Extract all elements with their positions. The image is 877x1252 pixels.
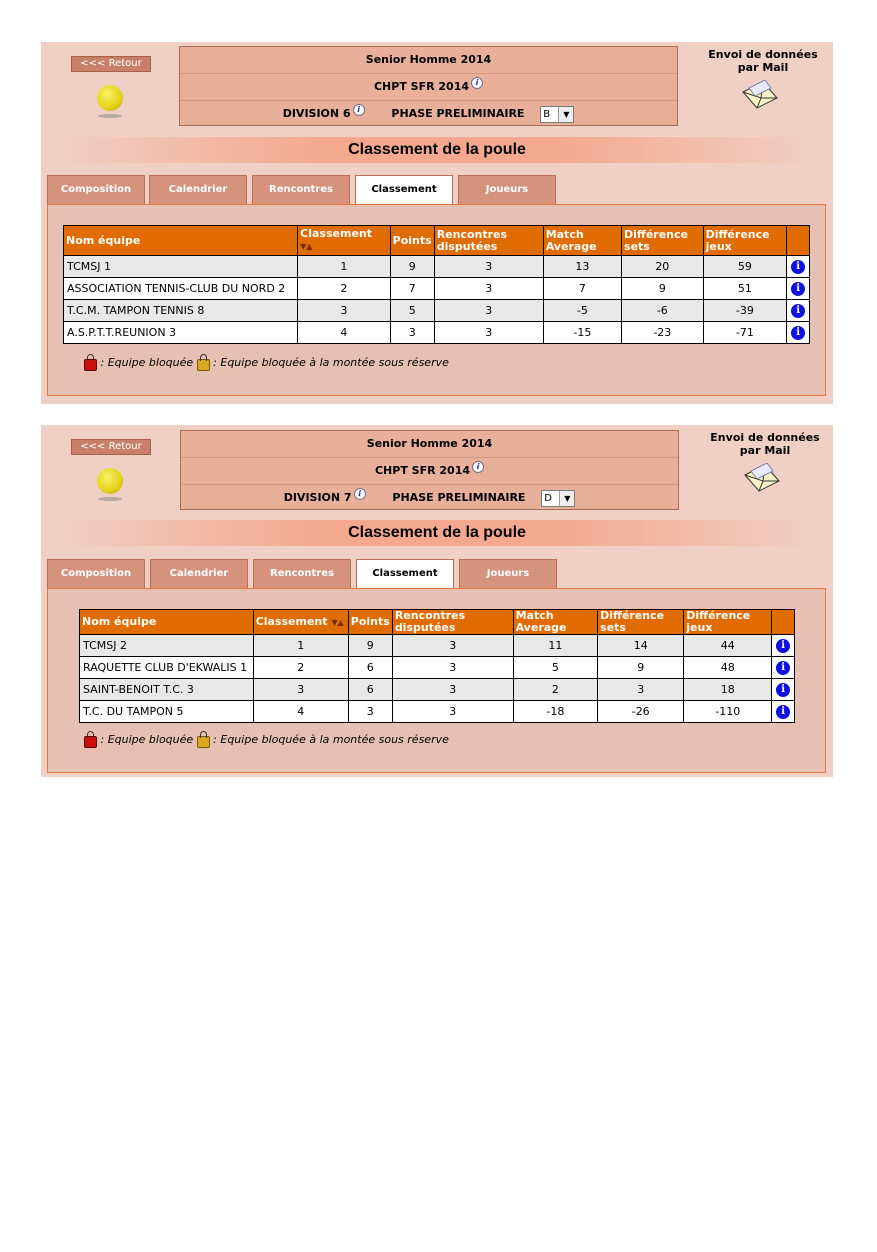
match-average: -15 bbox=[543, 322, 621, 344]
info-icon[interactable]: i bbox=[776, 661, 790, 675]
legend-blocked: : Equipe bloquée bbox=[100, 356, 194, 369]
retour-button[interactable]: <<< Retour bbox=[71, 439, 151, 455]
col-classement[interactable]: Classement ▼▲ bbox=[253, 610, 348, 635]
championship-label: CHPT SFR 2014 bbox=[373, 80, 470, 93]
matches-played: 3 bbox=[392, 635, 513, 657]
competition-info-box bbox=[179, 46, 678, 126]
points: 3 bbox=[348, 701, 392, 723]
ball-shadow bbox=[98, 114, 122, 118]
ball-shadow bbox=[98, 497, 122, 501]
points: 9 bbox=[348, 635, 392, 657]
col-diff-sets: Différence sets bbox=[622, 226, 704, 256]
division-row bbox=[181, 485, 678, 511]
info-cell bbox=[772, 657, 795, 679]
col-match-average: Match Average bbox=[543, 226, 621, 256]
match-average: 2 bbox=[513, 679, 598, 701]
classement-table bbox=[63, 225, 810, 344]
phase-label: PHASE PRELIMINAIRE bbox=[391, 107, 525, 120]
matches-played: 3 bbox=[392, 657, 513, 679]
col-diff-jeux: Différence jeux bbox=[703, 226, 787, 256]
tab-composition[interactable]: Composition bbox=[47, 559, 145, 588]
division-label: DIVISION 6 bbox=[282, 107, 351, 120]
diff-games: -71 bbox=[703, 322, 787, 344]
matches-played: 3 bbox=[434, 322, 543, 344]
mail-label[interactable] bbox=[695, 431, 835, 457]
match-average: 7 bbox=[543, 278, 621, 300]
legend-reserve: : Equipe bloquée à la montée sous réserve bbox=[213, 733, 449, 746]
points: 3 bbox=[390, 322, 434, 344]
team-name: T.C.M. TAMPON TENNIS 8 bbox=[64, 300, 298, 322]
info-icon[interactable]: i bbox=[791, 326, 805, 340]
info-icon[interactable]: i bbox=[776, 705, 790, 719]
diff-games: 59 bbox=[703, 256, 787, 278]
tab-composition[interactable]: Composition bbox=[47, 175, 145, 204]
phase-select-value: B bbox=[543, 108, 551, 120]
tab-joueurs[interactable]: Joueurs bbox=[459, 559, 557, 588]
rank: 1 bbox=[253, 635, 348, 657]
match-average: -5 bbox=[543, 300, 621, 322]
rank: 2 bbox=[253, 657, 348, 679]
info-cell bbox=[772, 635, 795, 657]
chevron-down-icon: ▼ bbox=[559, 491, 574, 506]
col-classement[interactable]: Classement ▼▲ bbox=[298, 226, 391, 256]
info-cell bbox=[772, 701, 795, 723]
red-lock-icon bbox=[84, 359, 97, 371]
mail-label-line1: Envoi de données bbox=[710, 431, 820, 444]
rank: 3 bbox=[253, 679, 348, 701]
envelope-icon[interactable] bbox=[743, 463, 781, 493]
classement-content bbox=[47, 204, 826, 396]
tab-calendrier[interactable]: Calendrier bbox=[150, 559, 248, 588]
team-name: ASSOCIATION TENNIS-CLUB DU NORD 2 bbox=[64, 278, 298, 300]
team-name: A.S.P.T.T.REUNION 3 bbox=[64, 322, 298, 344]
table-row bbox=[64, 300, 810, 322]
col-points: Points bbox=[390, 226, 434, 256]
championship-row bbox=[181, 458, 678, 485]
info-cell bbox=[787, 322, 810, 344]
info-icon[interactable]: i bbox=[776, 639, 790, 653]
mail-label-line2: par Mail bbox=[737, 61, 789, 74]
tennis-ball-icon bbox=[97, 468, 123, 494]
team-name: T.C. DU TAMPON 5 bbox=[80, 701, 254, 723]
competition-info-box bbox=[180, 430, 679, 510]
info-icon[interactable]: i bbox=[353, 104, 365, 116]
col-diff-sets: Différence sets bbox=[598, 610, 684, 635]
sort-arrows-icon[interactable]: ▼▲ bbox=[300, 242, 313, 251]
envelope-icon[interactable] bbox=[741, 80, 779, 110]
table-row bbox=[64, 256, 810, 278]
points: 6 bbox=[348, 679, 392, 701]
competition-title: Senior Homme 2014 bbox=[180, 47, 677, 74]
match-average: 11 bbox=[513, 635, 598, 657]
points: 5 bbox=[390, 300, 434, 322]
col-rencontres: Rencontres disputées bbox=[392, 610, 513, 635]
info-cell bbox=[772, 679, 795, 701]
diff-games: 51 bbox=[703, 278, 787, 300]
matches-played: 3 bbox=[434, 300, 543, 322]
diff-sets: 9 bbox=[598, 657, 684, 679]
championship-row bbox=[180, 74, 677, 101]
classement-content bbox=[47, 588, 826, 773]
points: 9 bbox=[390, 256, 434, 278]
matches-played: 3 bbox=[392, 701, 513, 723]
diff-sets: 20 bbox=[622, 256, 704, 278]
table-row bbox=[80, 701, 795, 723]
legend bbox=[84, 355, 449, 371]
team-name: SAINT-BENOIT T.C. 3 bbox=[80, 679, 254, 701]
team-name: TCMSJ 1 bbox=[64, 256, 298, 278]
diff-sets: 9 bbox=[622, 278, 704, 300]
team-name: RAQUETTE CLUB D'EKWALIS 1 bbox=[80, 657, 254, 679]
diff-games: 48 bbox=[684, 657, 772, 679]
poule-panel-1 bbox=[41, 42, 833, 404]
info-icon[interactable]: i bbox=[791, 282, 805, 296]
gold-lock-icon bbox=[197, 359, 210, 371]
tennis-ball-icon bbox=[97, 85, 123, 111]
table-row bbox=[64, 278, 810, 300]
table-row bbox=[64, 322, 810, 344]
diff-games: -39 bbox=[703, 300, 787, 322]
match-average: 5 bbox=[513, 657, 598, 679]
col-info bbox=[772, 610, 795, 635]
table-row bbox=[80, 657, 795, 679]
info-icon[interactable]: i bbox=[791, 304, 805, 318]
info-cell bbox=[787, 256, 810, 278]
diff-sets: 14 bbox=[598, 635, 684, 657]
table-row bbox=[80, 679, 795, 701]
tab-rencontres[interactable]: Rencontres bbox=[253, 559, 351, 588]
diff-sets: 3 bbox=[598, 679, 684, 701]
info-icon[interactable]: i bbox=[471, 77, 483, 89]
rank: 1 bbox=[298, 256, 391, 278]
info-icon[interactable]: i bbox=[354, 488, 366, 500]
table-header-row bbox=[80, 610, 795, 635]
mail-label-line1: Envoi de données bbox=[708, 48, 818, 61]
gold-lock-icon bbox=[197, 736, 210, 748]
matches-played: 3 bbox=[434, 278, 543, 300]
tab-rencontres[interactable]: Rencontres bbox=[252, 175, 350, 204]
col-nom-equipe: Nom équipe bbox=[80, 610, 254, 635]
points: 6 bbox=[348, 657, 392, 679]
points: 7 bbox=[390, 278, 434, 300]
col-rencontres: Rencontres disputées bbox=[434, 226, 543, 256]
legend-reserve: : Equipe bloquée à la montée sous réserve bbox=[213, 356, 449, 369]
team-name: TCMSJ 2 bbox=[80, 635, 254, 657]
diff-games: 44 bbox=[684, 635, 772, 657]
diff-sets: -26 bbox=[598, 701, 684, 723]
rank: 4 bbox=[298, 322, 391, 344]
red-lock-icon bbox=[84, 736, 97, 748]
col-nom-equipe: Nom équipe bbox=[64, 226, 298, 256]
match-average: 13 bbox=[543, 256, 621, 278]
table-header-row bbox=[64, 226, 810, 256]
diff-sets: -6 bbox=[622, 300, 704, 322]
rank: 3 bbox=[298, 300, 391, 322]
championship-label: CHPT SFR 2014 bbox=[374, 464, 471, 477]
info-icon[interactable]: i bbox=[791, 260, 805, 274]
diff-games: -110 bbox=[684, 701, 772, 723]
competition-title: Senior Homme 2014 bbox=[181, 431, 678, 458]
legend bbox=[84, 732, 449, 748]
mail-label-line2: par Mail bbox=[739, 444, 791, 457]
poule-panel-2 bbox=[41, 425, 833, 777]
col-info bbox=[787, 226, 810, 256]
classement-table bbox=[79, 609, 795, 723]
info-icon[interactable]: i bbox=[472, 461, 484, 473]
tab-joueurs[interactable]: Joueurs bbox=[458, 175, 556, 204]
phase-label: PHASE PRELIMINAIRE bbox=[392, 491, 526, 504]
table-row bbox=[80, 635, 795, 657]
phase-select[interactable] bbox=[540, 106, 574, 123]
retour-button[interactable]: <<< Retour bbox=[71, 56, 151, 72]
tab-classement[interactable]: Classement bbox=[355, 175, 453, 205]
division-row bbox=[180, 101, 677, 127]
classement-banner: Classement de la poule bbox=[55, 137, 819, 163]
tab-calendrier[interactable]: Calendrier bbox=[149, 175, 247, 204]
matches-played: 3 bbox=[434, 256, 543, 278]
col-diff-jeux: Différence jeux bbox=[684, 610, 772, 635]
legend-blocked: : Equipe bloquée bbox=[100, 733, 194, 746]
rank: 2 bbox=[298, 278, 391, 300]
info-cell bbox=[787, 278, 810, 300]
sort-arrows-icon[interactable]: ▼▲ bbox=[331, 617, 344, 627]
mail-label[interactable] bbox=[693, 48, 833, 74]
matches-played: 3 bbox=[392, 679, 513, 701]
col-points: Points bbox=[348, 610, 392, 635]
info-icon[interactable]: i bbox=[776, 683, 790, 697]
diff-games: 18 bbox=[684, 679, 772, 701]
diff-sets: -23 bbox=[622, 322, 704, 344]
rank: 4 bbox=[253, 701, 348, 723]
division-label: DIVISION 7 bbox=[283, 491, 352, 504]
info-cell bbox=[787, 300, 810, 322]
col-match-average: Match Average bbox=[513, 610, 598, 635]
phase-select[interactable] bbox=[541, 490, 575, 507]
match-average: -18 bbox=[513, 701, 598, 723]
classement-banner: Classement de la poule bbox=[55, 520, 819, 546]
phase-select-value: D bbox=[544, 492, 552, 504]
chevron-down-icon: ▼ bbox=[558, 107, 573, 122]
tab-classement[interactable]: Classement bbox=[356, 559, 454, 589]
